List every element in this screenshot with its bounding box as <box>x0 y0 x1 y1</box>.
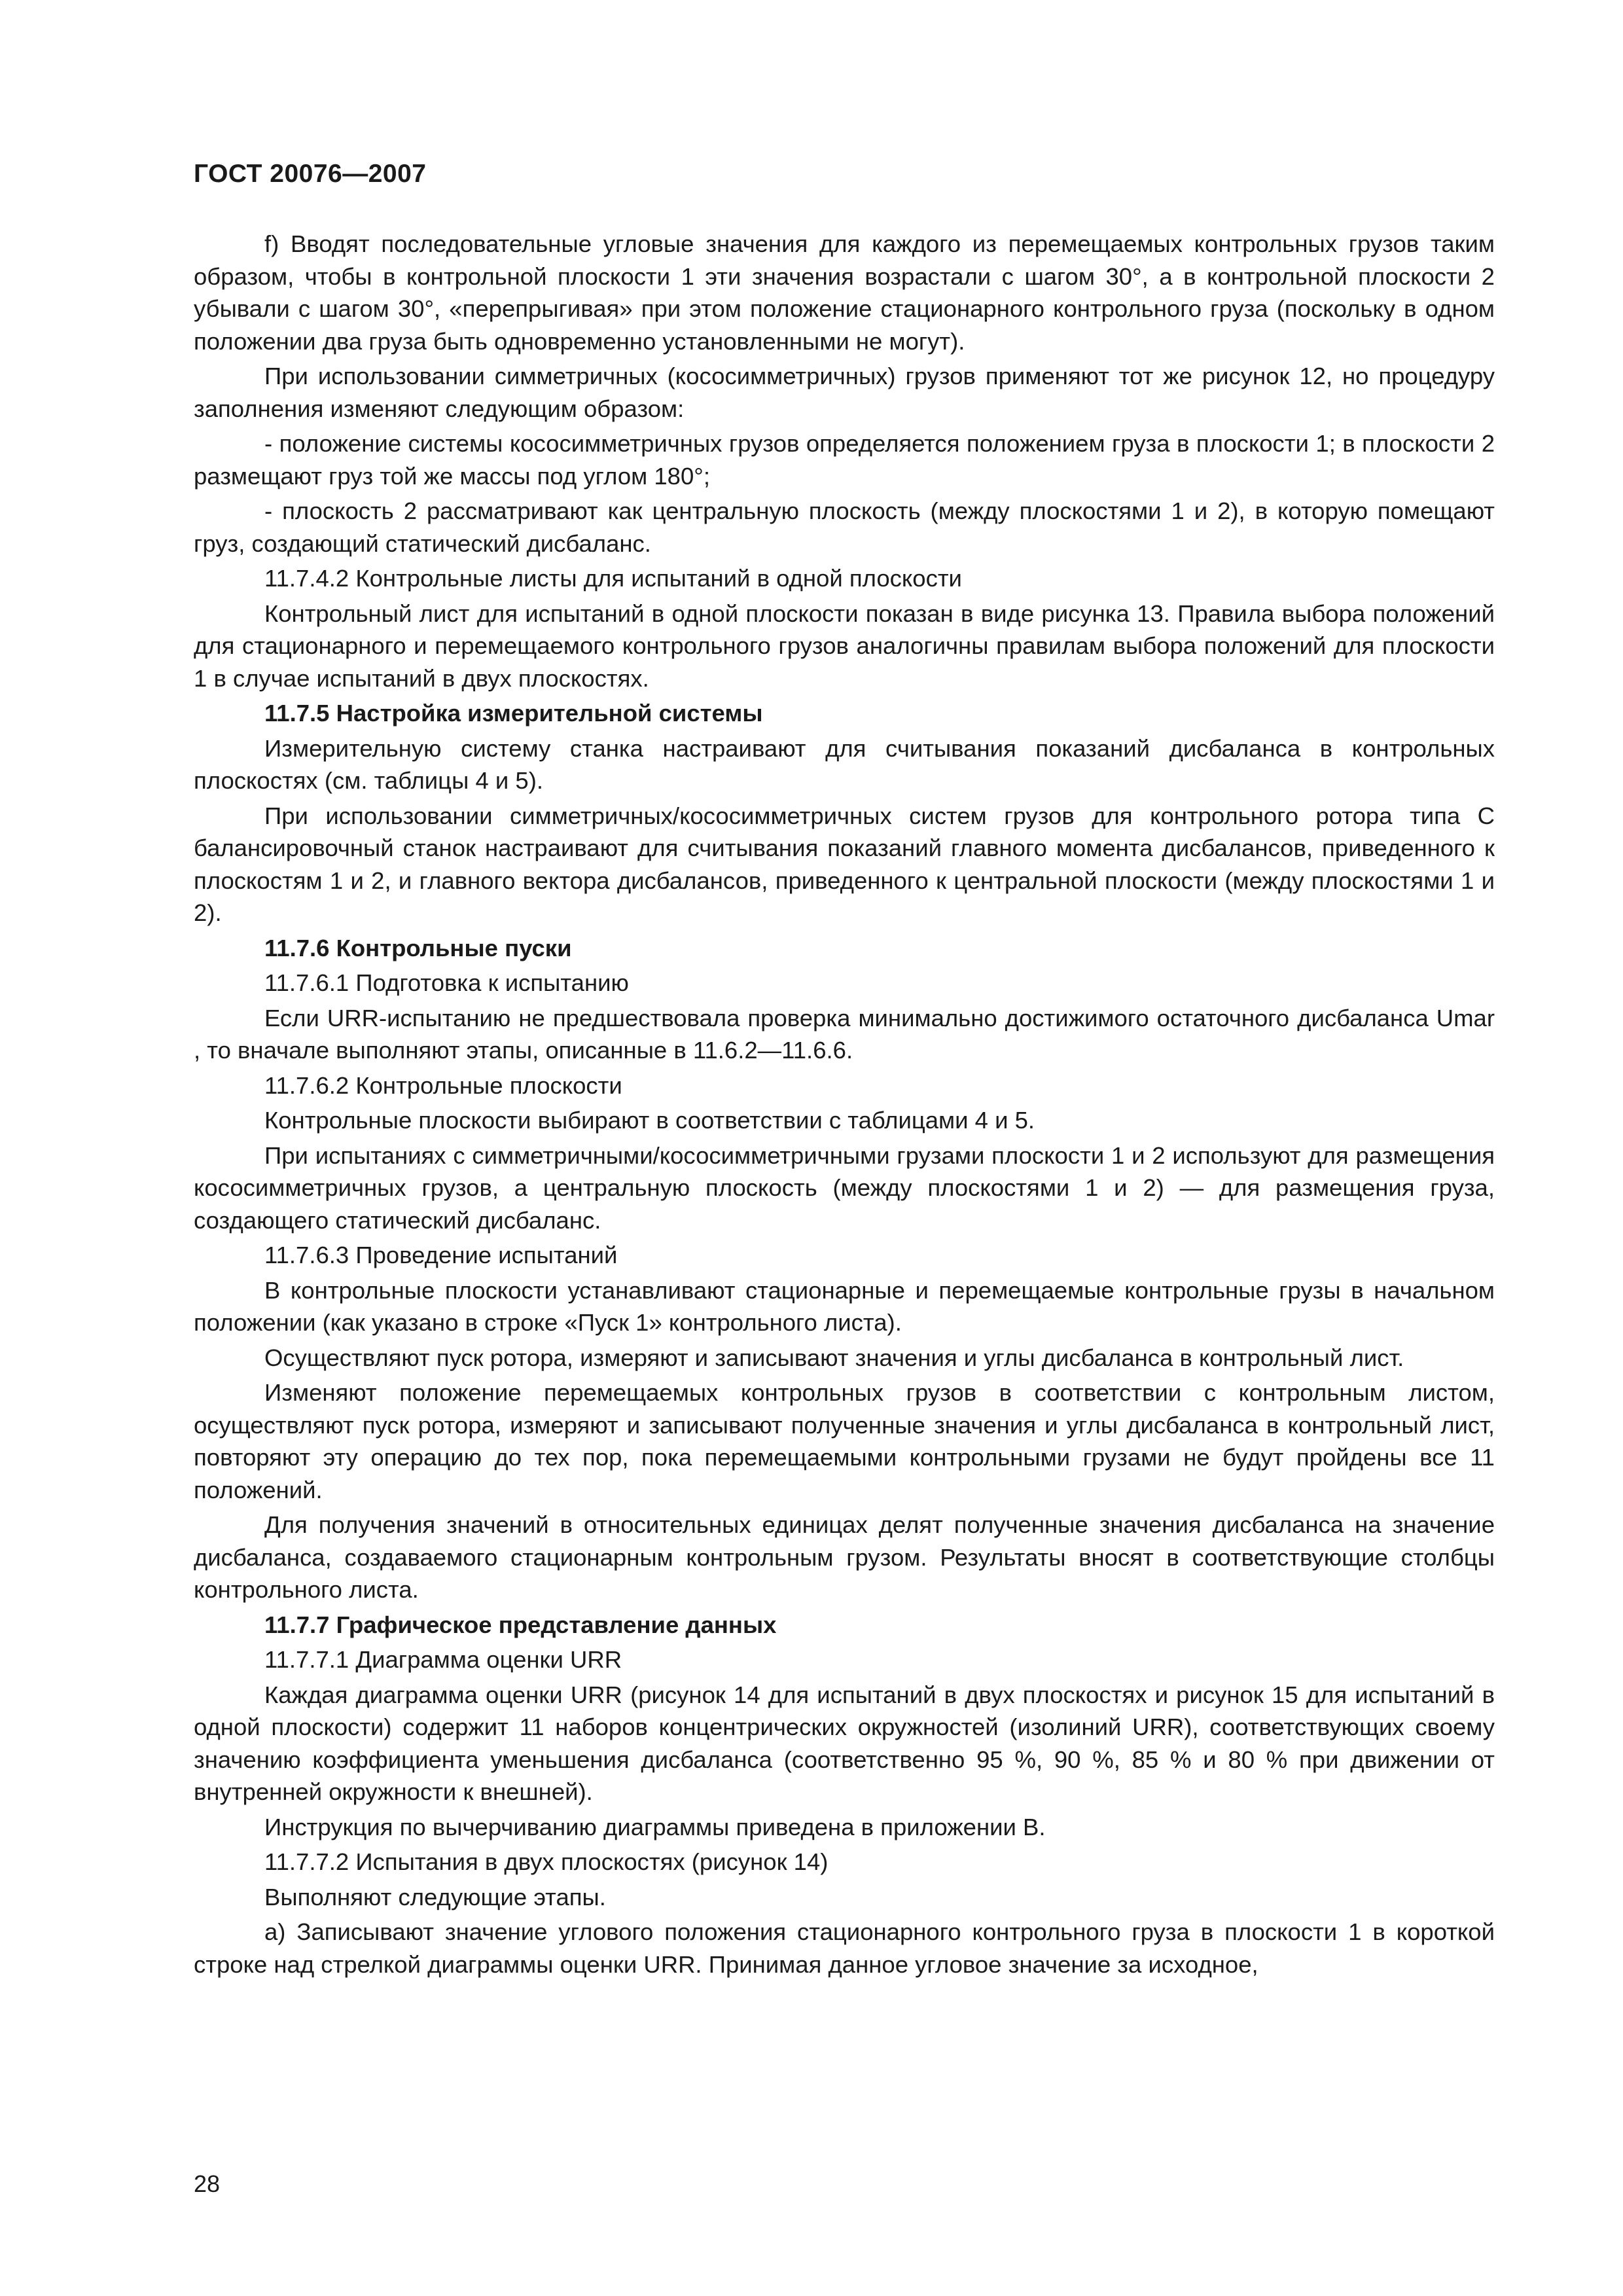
paragraph: Если URR-испытанию не предшествовала проверка минимально достижимого остаточного дисбаланса Umar , то вначале выполняют этапы, описанные в 11.6.2—11.6.6. <box>194 1004 1495 1064</box>
section-heading: 11.7.6 Контрольные пуски <box>264 934 572 961</box>
list-item: - плоскость 2 рассматривают как центральную плоскость (между плоскостями 1 и 2), в которую помещают груз, создающий статический дисбаланс. <box>194 497 1495 557</box>
paragraph: Контрольные плоскости выбирают в соответствии с таблицами 4 и 5. <box>264 1107 1035 1134</box>
paragraph: Изменяют положение перемещаемых контрольных грузов в соответствии с контрольным листом, осуществляют пуск ротора, измеряют и записывают полученные значения и углы дисбаланса в контрольный лист, повторяют эту операцию до тех пор, пока перемещаемыми контрольными грузами не будут пройдены все 11 положений. <box>194 1379 1495 1503</box>
subsection-heading: 11.7.6.2 Контрольные плоскости <box>264 1071 622 1099</box>
subsection-heading: 11.7.6.1 Подготовка к испытанию <box>264 969 629 996</box>
page-number: 28 <box>194 2170 221 2197</box>
page-body <box>194 228 1495 1983</box>
paragraph: В контрольные плоскости устанавливают стационарные и перемещаемые контрольные грузы в начальном положении (как указано в строке «Пуск 1» контрольного листа). <box>194 1276 1495 1336</box>
paragraph: Контрольный лист для испытаний в одной плоскости показан в виде рисунка 13. Правила выбора положений для стационарного и перемещаемого контрольного грузов аналогичны правилам выбора положений для плоскости 1 в случае испытаний в двух плоскостях. <box>194 600 1495 692</box>
paragraph: Выполняют следующие этапы. <box>264 1883 606 1910</box>
paragraph: Инструкция по вычерчиванию диаграммы приведена в приложении В. <box>264 1813 1046 1840</box>
subsection-heading: 11.7.6.3 Проведение испытаний <box>264 1242 618 1268</box>
section-heading: 11.7.7 Графическое представление данных <box>264 1611 777 1638</box>
paragraph: При испытаниях с симметричными/кососимметричными грузами плоскости 1 и 2 используют для размещения кососимметричных грузов, а центральную плоскость (между плоскостями 1 и 2) — для размещения груза, создающего статический дисбаланс. <box>194 1141 1495 1234</box>
paragraph: Осуществляют пуск ротора, измеряют и записывают значения и углы дисбаланса в контрольный лист. <box>264 1344 1404 1371</box>
paragraph: Для получения значений в относительных единицах делят полученные значения дисбаланса на значение дисбаланса, создаваемого стационарным контрольным грузом. Результаты вносят в соответствующие столбцы контрольного листа. <box>194 1511 1495 1603</box>
paragraph: а) Записывают значение углового положения стационарного контрольного груза в плоскости 1 в короткой строке над стрелкой диаграммы оценки URR. Принимая данное угловое значение за исходное, <box>194 1918 1495 1978</box>
section-heading: 11.7.5 Настройка измерительной системы <box>264 700 763 726</box>
list-item: - положение системы кососимметричных грузов определяется положением груза в плоскости 1; в плоскости 2 размещают груз той же массы под углом 180°; <box>194 430 1495 490</box>
subsection-heading: 11.7.7.2 Испытания в двух плоскостях (рисунок 14) <box>264 1848 829 1875</box>
paragraph: При использовании симметричных (кососимметричных) грузов применяют тот же рисунок 12, но процедуру заполнения изменяют следующим образом: <box>194 363 1495 422</box>
paragraph: Каждая диаграмма оценки URR (рисунок 14 для испытаний в двух плоскостях и рисунок 15 для испытаний в одной плоскости) содержит 11 наборов концентрических окружностей (изолиний URR), соответствующих своему значению коэффициента уменьшения дисбаланса (соответственно 95 %, 90 %, 85 % и 80 % при движении от внутренней окружности к внешней). <box>194 1681 1495 1805</box>
paragraph: Измерительную систему станка настраивают для считывания показаний дисбаланса в контрольных плоскостях (см. таблицы 4 и 5). <box>194 734 1495 794</box>
paragraph: При использовании симметричных/кососимметричных систем грузов для контрольного ротора типа С балансировочный станок настраивают для считывания показаний главного момента дисбалансов, приведенного к плоскостям 1 и 2, и главного вектора дисбалансов, приведенного к центральной плоскости (между плоскостями 1 и 2). <box>194 802 1495 926</box>
subsection-heading: 11.7.4.2 Контрольные листы для испытаний в одной плоскости <box>264 565 962 592</box>
page-header: ГОСТ 20076—2007 <box>194 160 427 188</box>
paragraph: f) Вводят последовательные угловые значения для каждого из перемещаемых контрольных грузов таким образом, чтобы в контрольной плоскости 1 эти значения возрастали с шагом 30°, а в контрольной плоскости 2 убывали с шагом 30°, «перепрыгивая» при этом положение стационарного контрольного груза (поскольку в одном положении два груза быть одновременно установленными не могут). <box>194 230 1495 355</box>
subsection-heading: 11.7.7.1 Диаграмма оценки URR <box>264 1646 622 1673</box>
